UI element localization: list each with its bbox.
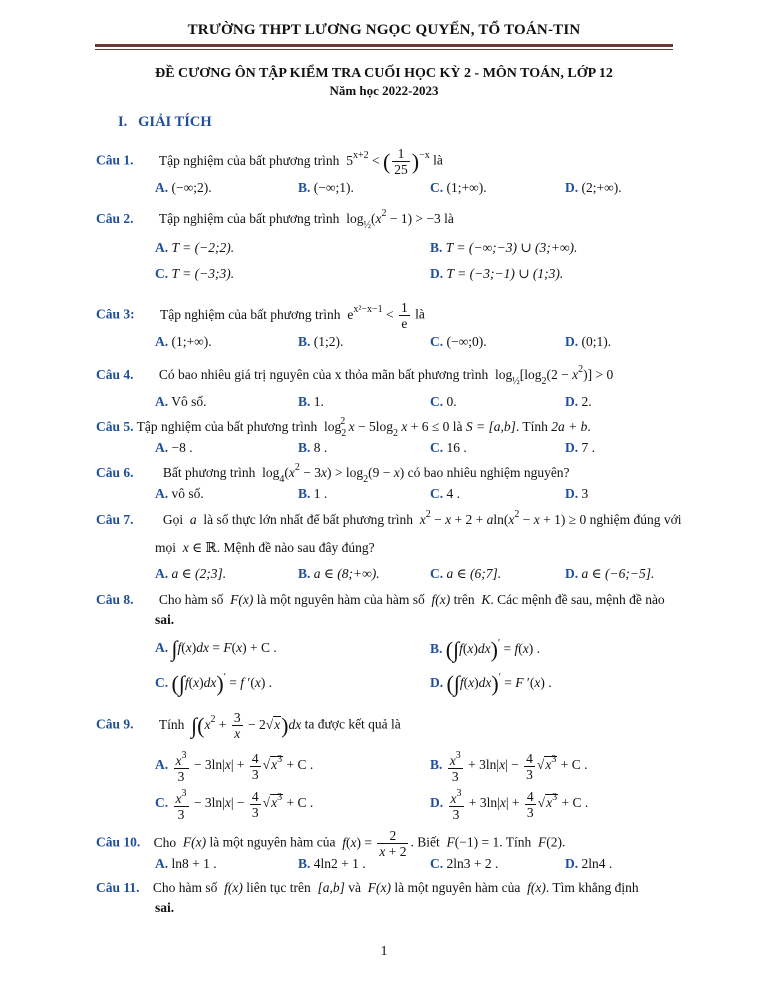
question-tail: là xyxy=(415,306,425,322)
question-5: Câu 5. Tập nghiệm của bất phương trình $\log_2^2 x - 5\log_2$ x + 6 ≤ 0 là S = [a,b]. Tính 2a + b. xyxy=(96,416,591,439)
option-c[interactable]: C. 4 . xyxy=(430,486,460,501)
option-b[interactable]: B. (−∞;1). xyxy=(298,180,354,195)
option-a[interactable]: A. (1;+∞). xyxy=(155,334,212,349)
question-7 xyxy=(96,509,682,528)
math-expression: $\log_2^2 x - 5\log_2$ x + 6 ≤ 0 xyxy=(320,416,450,439)
question-2 xyxy=(96,208,454,231)
question-label: Câu 7. xyxy=(96,512,134,527)
option-a[interactable]: A. ∫f(x)dx = F(x) + C . xyxy=(155,636,277,661)
option-c[interactable]: C. 0. xyxy=(430,394,457,409)
math-expression: $x^2 - x + 2 + aln(x^2 - x + 1) \ge 0$ xyxy=(419,509,587,527)
question-7-line2: mọi x ∈ ℝ. Mệnh đề nào sau đây đúng? xyxy=(155,540,375,555)
option-c[interactable]: C. $\frac{x^3}{3}$ − 3ln|x| − $\frac{4}{3}$ $√x^3 + C$ . xyxy=(155,788,314,822)
question-text: Tập nghiệm của bất phương trình xyxy=(158,211,340,226)
option-c[interactable]: C. a ∈ (6;7]. xyxy=(430,566,502,581)
section-name: GIẢI TÍCH xyxy=(138,114,212,130)
question-tail: nghiệm đúng với xyxy=(589,512,682,527)
question-mid: là xyxy=(452,419,463,434)
option-d[interactable]: D. a ∈ (−6;−5]. xyxy=(565,566,655,581)
option-b[interactable]: B. 1 . xyxy=(298,486,328,501)
question-3 xyxy=(96,300,425,331)
header-rule-thick xyxy=(95,44,673,47)
option-c[interactable]: C. 2ln3 + 2 . xyxy=(430,856,499,871)
section-heading xyxy=(118,114,212,131)
question-label: Câu 11. xyxy=(96,880,140,895)
option-c[interactable]: C. (1;+∞). xyxy=(430,180,487,195)
math-expression: $\log_{\frac{1}{2}}(x^2 - 1) > -3$ xyxy=(342,208,441,231)
question-tail: là xyxy=(433,152,443,168)
question-4 xyxy=(96,364,613,387)
question-11: Câu 11. Cho hàm số f(x) liên tục trên [a,b] và F(x) là một nguyên hàm của f(x). Tìm khẳng định xyxy=(96,880,639,895)
option-d[interactable]: D. 7 . xyxy=(565,440,595,455)
math-set: S = [a,b] xyxy=(465,419,516,434)
question-text: Tập nghiệm của bất phương trình xyxy=(160,306,341,322)
option-c[interactable]: C. T = (−3;3). xyxy=(155,266,235,281)
option-a[interactable]: A. Vô số. xyxy=(155,394,207,409)
math-var: a xyxy=(186,512,201,527)
option-c[interactable]: C. (∫f(x)dx)′ = f ′(x) . xyxy=(155,670,273,696)
question-label: Câu 5. xyxy=(96,419,134,434)
question-6 xyxy=(96,462,570,485)
section-number: I. xyxy=(118,114,128,130)
option-d[interactable]: D. $\frac{x^3}{3}$ + 3ln|x| + $\frac{4}{3}$ $√x^3 + C$ . xyxy=(430,788,589,822)
question-tail: . Tính xyxy=(515,419,548,434)
question-text: Cho hàm số xyxy=(158,592,224,607)
option-b[interactable]: B. 8 . xyxy=(298,440,328,455)
option-b[interactable]: B. T = (−∞;−3) ∪ (3;+∞). xyxy=(430,240,578,255)
document-title: ĐỀ CƯƠNG ÔN TẬP KIỂM TRA CUỐI HỌC KỲ 2 - MÔN TOÁN, LỚP 12 xyxy=(155,66,613,81)
question-label: Câu 8. xyxy=(96,592,134,607)
header-rule-thin xyxy=(95,49,673,50)
math-expression: $\log_4(x^2 - 3x) > \log_2(9 - x)$ xyxy=(258,462,405,485)
option-b[interactable]: B. $\frac{x^3}{3}$ + 3ln|x| − $\frac{4}{3}$ $√x^3 + C$ . xyxy=(430,750,588,784)
question-tail: là xyxy=(444,211,454,226)
option-b[interactable]: B. 4ln2 + 1 . xyxy=(298,856,366,871)
option-d[interactable]: D. T = (−3;−1) ∪ (1;3). xyxy=(430,266,564,281)
question-label: Câu 10. xyxy=(96,834,141,850)
option-a[interactable]: A. T = (−2;2). xyxy=(155,240,235,255)
question-label: Câu 3: xyxy=(96,306,135,322)
option-c[interactable]: C. 16 . xyxy=(430,440,467,455)
option-d[interactable]: D. 3 xyxy=(565,486,589,501)
question-text: Gọi xyxy=(162,512,184,527)
option-a[interactable]: A. (−∞;2). xyxy=(155,180,212,195)
page-number: 1 xyxy=(380,944,388,959)
option-a[interactable]: A. ln8 + 1 . xyxy=(155,856,217,871)
question-9 xyxy=(96,710,401,741)
option-d[interactable]: D. (0;1). xyxy=(565,334,612,349)
option-a[interactable]: A. $\frac{x^3}{3}$ − 3ln|x| + $\frac{4}{3}$ $√x^3 + C$ . xyxy=(155,750,314,784)
question-text: Bất phương trình xyxy=(162,465,256,480)
question-text: Tập nghiệm của bất phương trình xyxy=(158,152,340,168)
math-expression: $e^{x^2-x-1}$ < $\frac{1}{e}$ xyxy=(343,300,408,331)
math-domain: x ∈ ℝ xyxy=(182,540,217,555)
school-header: TRƯỜNG THPT LƯƠNG NGỌC QUYẾN, TỔ TOÁN-TIN xyxy=(187,22,581,38)
question-8-bold: sai. xyxy=(155,612,175,627)
option-a[interactable]: A. −8 . xyxy=(155,440,193,455)
option-d[interactable]: D. (∫f(x)dx)′ = F ′(x) . xyxy=(430,670,552,696)
question-text: Cho xyxy=(153,834,177,850)
question-8: Câu 8. Cho hàm số F(x) là một nguyên hàm của hàm số f(x) trên K. Các mệnh đề sau, mệnh đề nào xyxy=(96,592,665,607)
school-year: Năm học 2022-2023 xyxy=(329,83,439,98)
question-10: Câu 10. Cho F(x) là một nguyên hàm của f(x) = $\frac{2}{x + 2}$ . Biết F(−1) = 1. Tính F(2). xyxy=(96,828,566,859)
question-text: Tính xyxy=(158,716,185,732)
math-expression: $\log_{\frac{1}{2}}[\log_2(2 - x^2)] > 0$ xyxy=(491,364,614,387)
question-label: Câu 9. xyxy=(96,716,134,732)
math-expression: $5^{x+2}$ < ( $\frac{1}{25}$ )$^{-x}$ xyxy=(342,146,430,177)
option-d[interactable]: D. 2. xyxy=(565,394,592,409)
question-text: Có bao nhiêu giá trị nguyên của x thỏa mãn bất phương trình xyxy=(158,367,489,382)
question-tail: có bao nhiêu nghiệm nguyên? xyxy=(407,465,570,480)
question-text-2: là số thực lớn nhất để bất phương trình xyxy=(203,512,414,527)
question-text: Cho hàm số xyxy=(152,880,218,895)
question-tail: ta được kết quả là xyxy=(304,716,401,732)
question-text: Tập nghiệm của bất phương trình xyxy=(136,419,318,434)
math-expression: $\int(x^2$ + $\frac{3}{x}$ − 2√x)dx xyxy=(191,710,302,741)
question-label: Câu 6. xyxy=(96,465,134,480)
option-b[interactable]: B. (1;2). xyxy=(298,334,344,349)
question-label: Câu 4. xyxy=(96,367,134,382)
option-a[interactable]: A. vô số. xyxy=(155,486,204,501)
option-b[interactable]: B. 1. xyxy=(298,394,324,409)
option-d[interactable]: D. (2;+∞). xyxy=(565,180,622,195)
question-1 xyxy=(96,146,443,177)
option-a[interactable]: A. a ∈ (2;3]. xyxy=(155,566,227,581)
option-c[interactable]: C. (−∞;0). xyxy=(430,334,487,349)
option-d[interactable]: D. 2ln4 . xyxy=(565,856,613,871)
question-11-bold: sai. xyxy=(155,900,175,915)
question-label: Câu 2. xyxy=(96,211,134,226)
question-label: Câu 1. xyxy=(96,152,134,168)
option-b[interactable]: B. (∫f(x)dx)′ = f(x) . xyxy=(430,636,541,662)
option-b[interactable]: B. a ∈ (8;+∞). xyxy=(298,566,380,581)
math-target: 2a + b xyxy=(551,419,588,434)
